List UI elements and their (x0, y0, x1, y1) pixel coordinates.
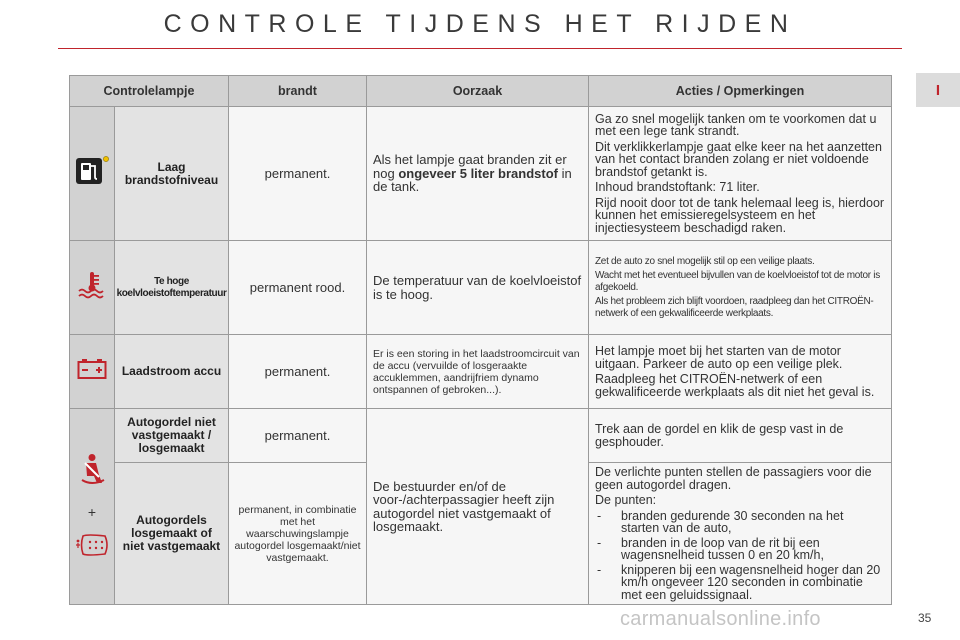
seatbelt-state: permanent. (229, 409, 367, 463)
header-state: brandt (229, 76, 367, 107)
fuel-action-1: Ga zo snel mogelijk tanken om te voorkomen dat u met een lege tank strandt. (595, 111, 877, 139)
fuel-action-4: Rijd nooit door tot de tank helemaal leeg is, hierdoor kunnen het emissieregelsysteem en het injectiesysteem beschadigd raken. (595, 195, 885, 235)
seatbelt-lamp-name: Autogordel niet vastgemaakt / losgemaakt (115, 409, 229, 463)
coolant-state: permanent rood. (229, 241, 367, 335)
battery-action-2: Raadpleeg het CITROËN-netwerk of een gekwalificeerde werkplaats als dit niet het geval is. (595, 372, 875, 399)
warning-lamps-table (69, 75, 892, 605)
battery-cause: Er is een storing in het laadstroomcircuit van de accu (vervuilde of losgeraakte accuklemmen, aandrijfriem dynamo ontspannen of gebroken...). (367, 335, 589, 409)
fuel-actions (589, 107, 892, 241)
fuel-cause (367, 107, 589, 241)
list-item: - branden in de loop van de rit bij een wagensnelheid tussen 0 en 20 km/h, (595, 537, 885, 562)
belts-action-label: De punten: (595, 493, 657, 507)
fuel-action-2: Dit verklikkerlampje gaat elke keer na het aanzetten van het contact branden zolang er niet voldoende brandstof getankt is. (595, 139, 882, 179)
list-item: - branden gedurende 30 seconden na het starten van de auto, (595, 510, 885, 535)
coolant-action-3: Als het probleem zich blijft voordoen, raadpleeg dan het CITROËN-netwerk of een gekwalificeerde werkplaats. (595, 296, 874, 319)
icon-plus-sign: + (87, 503, 97, 520)
header-action: Acties / Opmerkingen (589, 76, 892, 107)
coolant-temperature-icon (77, 270, 107, 305)
belts-action-intro: De verlichte punten stellen de passagiers voor die geen autogordel dragen. (595, 465, 872, 492)
page-number: 35 (918, 611, 932, 625)
fuel-cause-post: in de tank. (373, 165, 572, 195)
seatbelt-icon (78, 453, 106, 490)
title-rule (58, 48, 902, 49)
seatbelt-action: Trek aan de gordel en klik de gesp vast in de gesphouder. (589, 409, 892, 463)
fuel-state: permanent. (229, 107, 367, 241)
fuel-cause-bold: ongeveer 5 liter brandstof (398, 165, 558, 181)
list-item: - knipperen bij een wagensnelheid hoger dan 20 km/h ongeveer 120 seconden in combinatie met een geluidssignaal. (595, 564, 885, 602)
battery-lamp-name: Laadstroom accu (115, 335, 229, 409)
table-row (70, 409, 892, 463)
coolant-action-1: Zet de auto zo snel mogelijk stil op een veilige plaats. (595, 255, 815, 267)
coolant-cause: De temperatuur van de koelvloeistof is te hoog. (367, 241, 589, 335)
table-row (70, 241, 892, 335)
coolant-actions (589, 241, 892, 335)
watermark: carmanualsonline.info (620, 608, 821, 630)
battery-icon-cell (70, 335, 115, 409)
battery-icon (77, 358, 107, 385)
fuel-icon-cell (70, 107, 115, 241)
fuel-pump-icon (75, 155, 109, 192)
battery-actions (589, 335, 892, 409)
belts-actions (589, 463, 892, 605)
seatbelt-cause: De bestuurder en/of de voor-/achterpassagier heeft zijn autogordel niet vastgemaakt of losgemaakt. (367, 409, 589, 605)
coolant-icon-cell (70, 241, 115, 335)
fuel-lamp-name: Laag brandstofniveau (115, 107, 229, 241)
table-header-row (70, 76, 892, 107)
table-row (70, 107, 892, 241)
belts-lamp-name: Autogordels losgemaakt of niet vastgemaakt (115, 463, 229, 605)
chapter-tab[interactable]: I (916, 73, 960, 107)
page-title: CONTROLE TIJDENS HET RIJDEN (163, 10, 797, 38)
table-row (70, 335, 892, 409)
fuel-cause-pre: Als het lampje gaat branden zit er nog (373, 152, 567, 181)
coolant-action-2: Wacht met het eventueel bijvullen van de koelvloeistof tot de motor is afgekoeld. (595, 270, 880, 293)
fuel-action-3: Inhoud brandstoftank: 71 liter. (595, 180, 760, 195)
header-lamp: Controlelampje (70, 76, 229, 107)
belts-bullet-list (595, 510, 885, 602)
belts-state: permanent, in combinatie met het waarschuwingslampje autogordel losgemaakt/niet vastgemaakt. (229, 463, 367, 605)
seatbelt-display-icon (75, 534, 109, 561)
seatbelt-icon-cell (70, 409, 115, 605)
header-cause: Oorzaak (367, 76, 589, 107)
battery-action-1: Het lampje moet bij het starten van de motor uitgaan. Parkeer de auto op een veilige plek. (595, 344, 843, 371)
coolant-lamp-name: Te hoge koelvloeistoftemperatuur (115, 241, 229, 335)
battery-state: permanent. (229, 335, 367, 409)
